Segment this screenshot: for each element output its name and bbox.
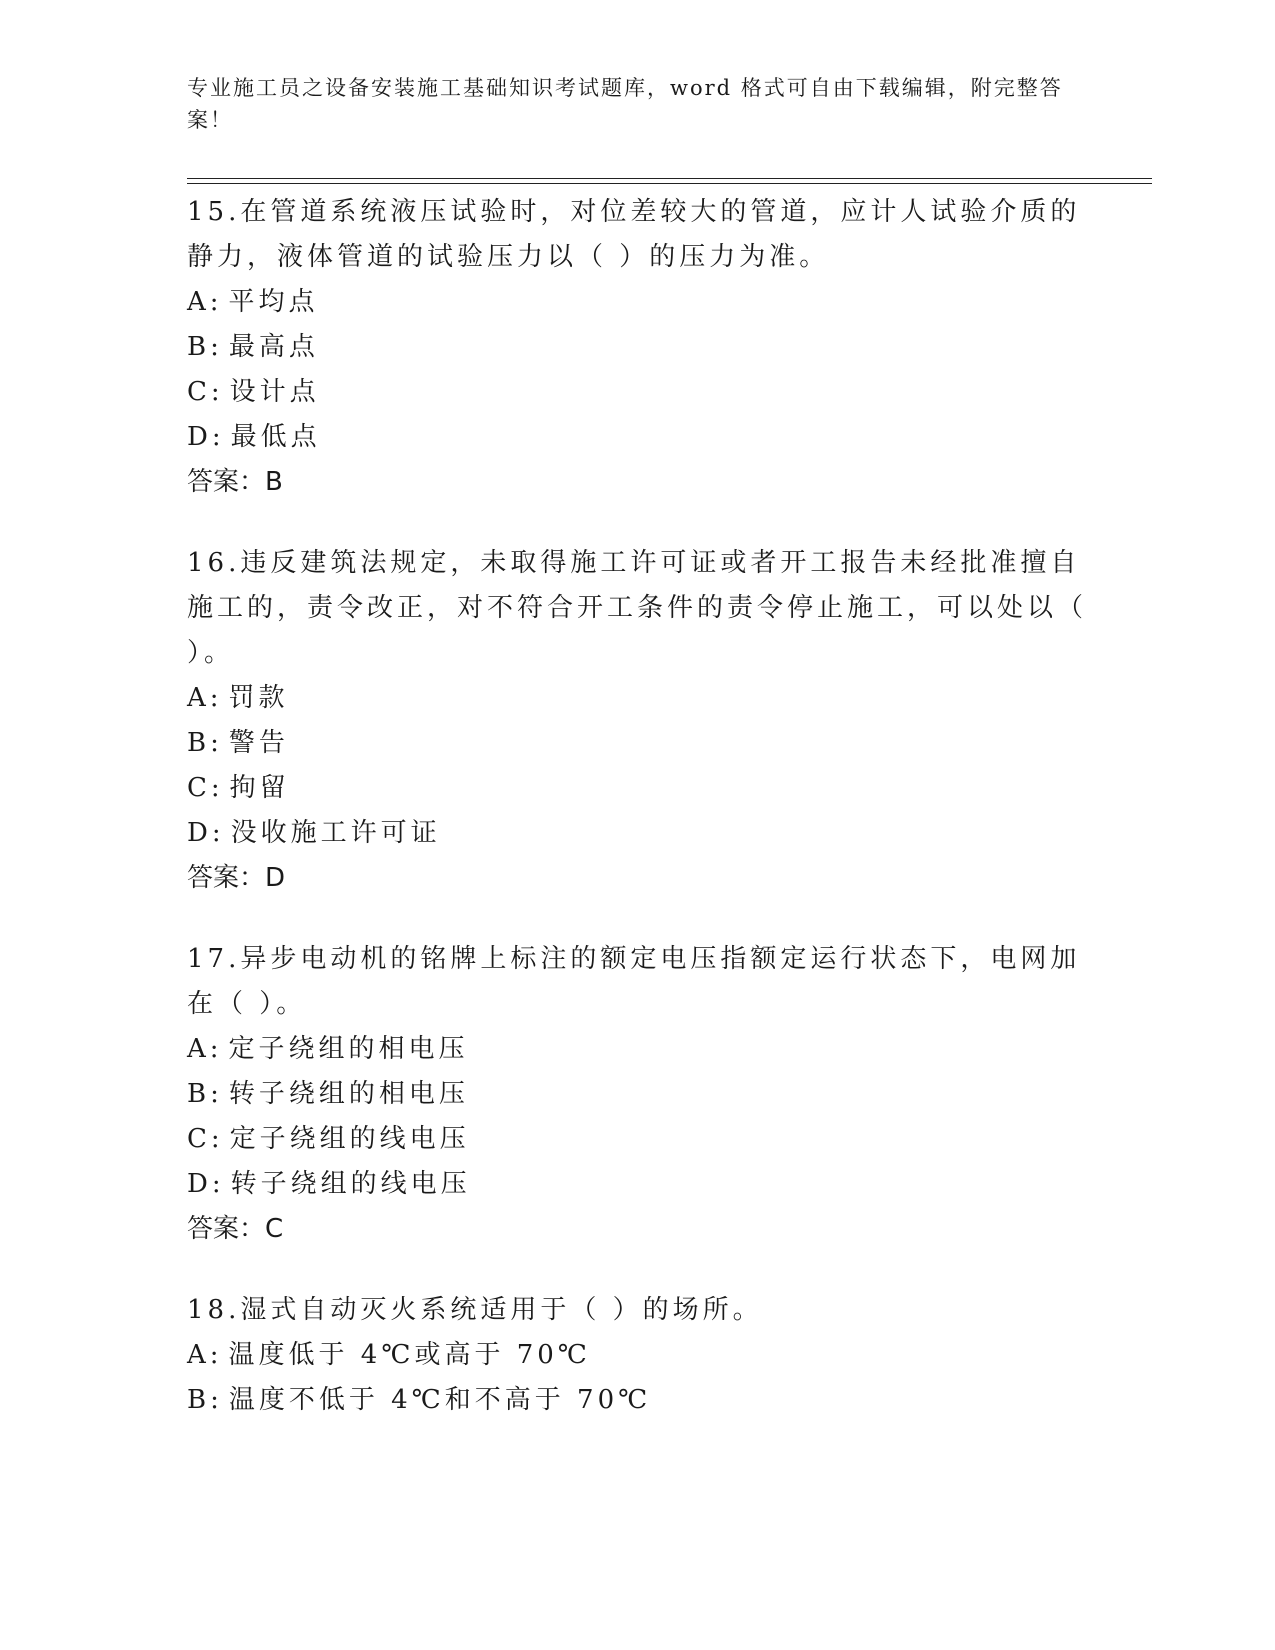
option-a bbox=[187, 280, 1087, 325]
option-a bbox=[187, 1027, 1087, 1072]
option-label: B: bbox=[187, 1385, 223, 1415]
option-c bbox=[187, 766, 1087, 811]
option-text: 温度低于 4℃或高于 70℃ bbox=[228, 1340, 591, 1370]
option-text: 转子绕组的线电压 bbox=[230, 1169, 471, 1199]
header-divider-double bbox=[187, 183, 1152, 184]
option-text: 温度不低于 4℃和不高于 70℃ bbox=[228, 1385, 652, 1415]
option-text: 最低点 bbox=[230, 422, 321, 452]
option-label: A: bbox=[187, 1340, 223, 1370]
option-text: 拘留 bbox=[229, 773, 290, 803]
question-stem: 16.违反建筑法规定，未取得施工许可证或者开工报告未经批准擅自施工的，责令改正，对不符合开工条件的责令停止施工，可以处以（ ）。 bbox=[187, 548, 1088, 668]
option-b bbox=[187, 325, 1087, 370]
document-header: 专业施工员之设备安装施工基础知识考试题库，word 格式可自由下载编辑，附完整答案！ bbox=[187, 76, 1063, 132]
option-text: 罚款 bbox=[228, 683, 289, 713]
option-text: 设计点 bbox=[229, 377, 320, 407]
answer: 答案：D bbox=[187, 863, 286, 893]
question-stem: 18.湿式自动灭火系统适用于（ ）的场所。 bbox=[187, 1295, 763, 1325]
answer: 答案：C bbox=[187, 1214, 284, 1244]
option-label: B: bbox=[187, 1079, 223, 1109]
option-text: 平均点 bbox=[228, 287, 319, 317]
option-c bbox=[187, 370, 1087, 415]
answer: 答案：B bbox=[187, 467, 283, 497]
option-label: D: bbox=[187, 818, 225, 848]
question-18 bbox=[187, 1288, 1087, 1423]
option-label: D: bbox=[187, 1169, 225, 1199]
option-label: D: bbox=[187, 422, 225, 452]
option-label: C: bbox=[187, 1124, 224, 1154]
option-b bbox=[187, 721, 1087, 766]
option-text: 定子绕组的相电压 bbox=[228, 1034, 469, 1064]
option-b bbox=[187, 1072, 1087, 1117]
header-divider bbox=[187, 178, 1152, 179]
option-a bbox=[187, 676, 1087, 721]
option-text: 最高点 bbox=[228, 332, 319, 362]
question-16 bbox=[187, 541, 1087, 901]
option-d bbox=[187, 811, 1087, 856]
option-b bbox=[187, 1378, 1087, 1423]
option-text: 转子绕组的相电压 bbox=[228, 1079, 469, 1109]
question-list bbox=[187, 190, 1087, 1459]
option-label: B: bbox=[187, 728, 223, 758]
option-label: A: bbox=[187, 287, 223, 317]
option-label: A: bbox=[187, 683, 223, 713]
option-label: C: bbox=[187, 377, 224, 407]
question-stem: 15.在管道系统液压试验时，对位差较大的管道，应计人试验介质的静力，液体管道的试验压力以（ ）的压力为准。 bbox=[187, 197, 1081, 272]
option-label: B: bbox=[187, 332, 223, 362]
option-text: 警告 bbox=[228, 728, 289, 758]
question-stem: 17.异步电动机的铭牌上标注的额定电压指额定运行状态下，电网加在（ ）。 bbox=[187, 944, 1081, 1019]
option-text: 定子绕组的线电压 bbox=[229, 1124, 470, 1154]
option-a bbox=[187, 1333, 1087, 1378]
option-label: C: bbox=[187, 773, 224, 803]
option-text: 没收施工许可证 bbox=[230, 818, 441, 848]
option-label: A: bbox=[187, 1034, 223, 1064]
option-d bbox=[187, 415, 1087, 460]
option-c bbox=[187, 1117, 1087, 1162]
option-d bbox=[187, 1162, 1087, 1207]
question-17 bbox=[187, 937, 1087, 1252]
question-15 bbox=[187, 190, 1087, 505]
